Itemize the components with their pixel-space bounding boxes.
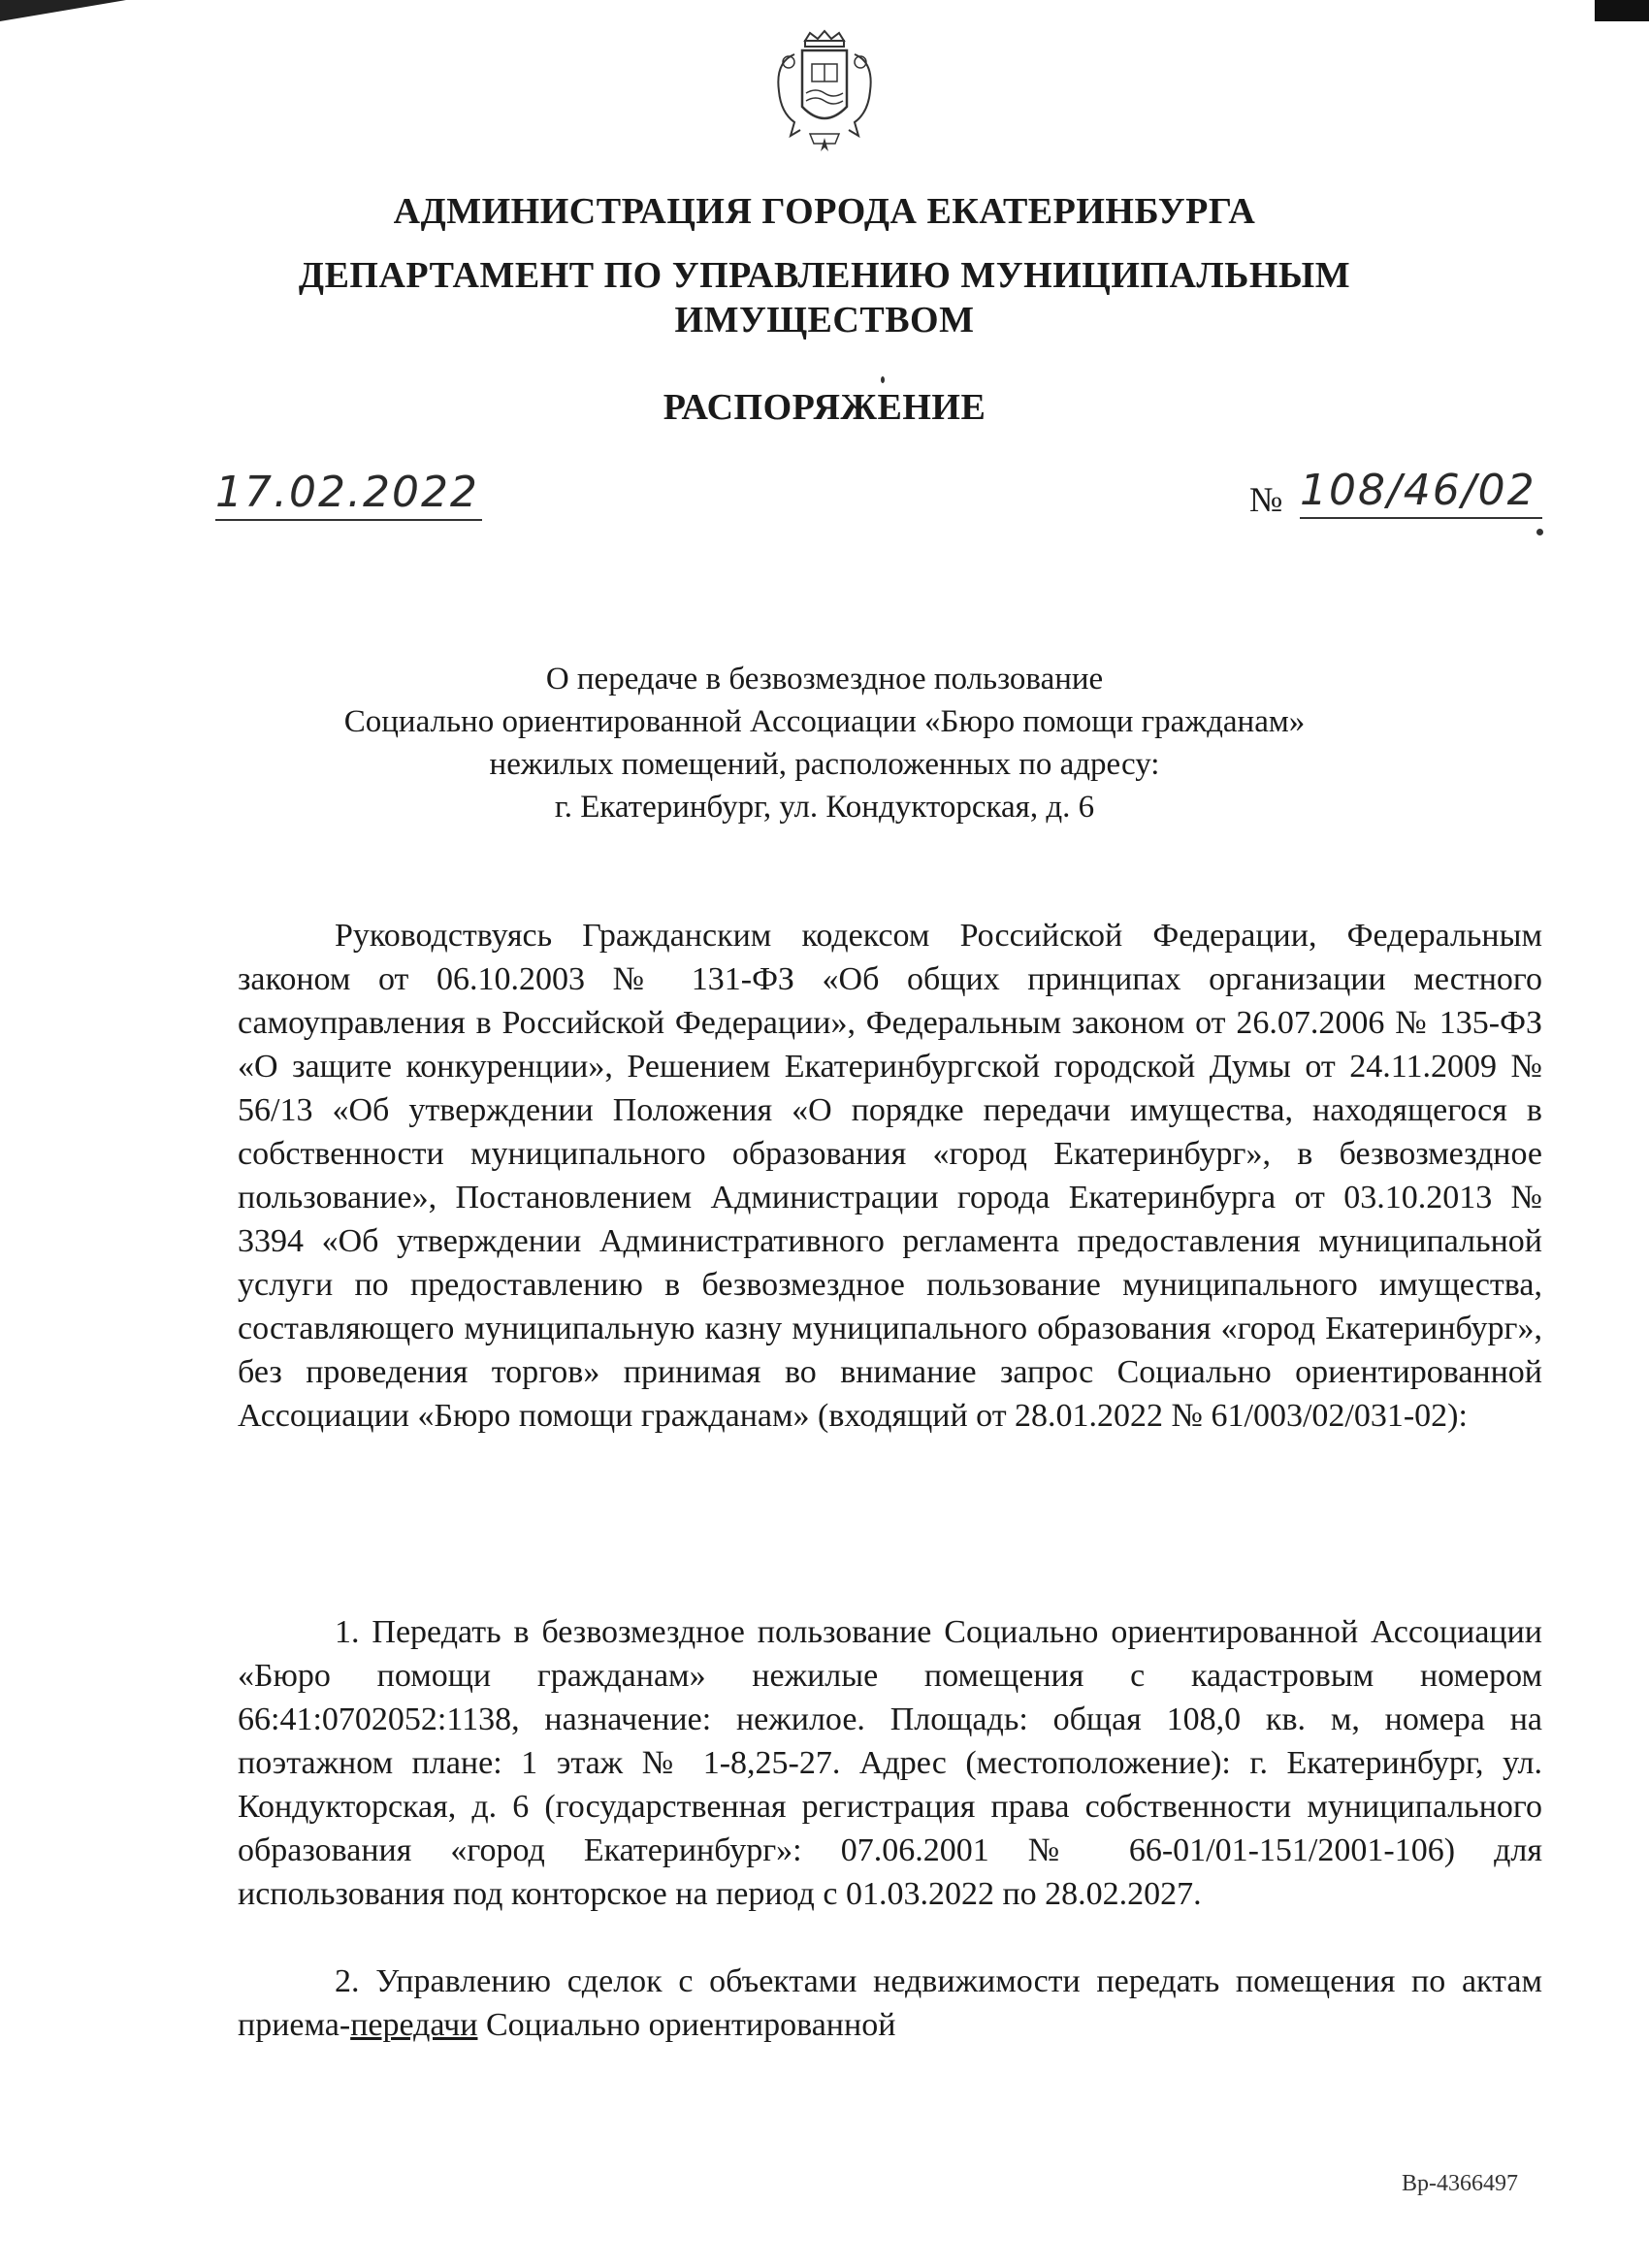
clause-1 bbox=[238, 1610, 1542, 1916]
handwritten-date: 17.02.2022 bbox=[215, 468, 482, 521]
subject-line: Социально ориентированной Ассоциации «Бюро помощи гражданам» bbox=[343, 704, 1306, 739]
subject-line: О передаче в безвозмездное пользование bbox=[545, 662, 1104, 697]
preamble-text: Руководствуясь Гражданским кодексом Российской Федерации, Федеральным законом от 06.10.2003 № 131-ФЗ «Об общих принципах организации местного самоуправления в Российской Федерации», Федеральным законом от 26.07.2006 № 135-ФЗ «О защите конкуренции», Решением Екатеринбургской городской Думы от 24.11.2009 № 56/13 «Об утверждении Положения «О порядке передачи имущества, находящегося в собственности муниципального образования «город Екатеринбург», в безвозмездное пользование», Постановлением Администрации города Екатеринбурга от 03.10.2013 № 3394 «Об утверждении Административного регламента предоставления муниципальной услуги по предоставлению в безвозмездное пользование муниципального имущества, составляющего муниципальную казну муниципального образования «город Екатеринбург», без проведения торгов» принимая во внимание запрос Социально ориентированной Ассоциации «Бюро помощи гражданам» (входящий от 28.01.2022 № 61/003/02/031-02): bbox=[238, 918, 1542, 1434]
header-administration: АДМИНИСТРАЦИЯ ГОРОДА ЕКАТЕРИНБУРГА bbox=[393, 191, 1256, 232]
subject-line: нежилых помещений, расположенных по адресу: bbox=[489, 747, 1160, 782]
preamble-paragraph bbox=[238, 914, 1542, 1438]
scan-artifact-top-left bbox=[0, 0, 126, 21]
document-type-title: РАСПОРЯЖЕНИЕ bbox=[663, 387, 986, 428]
scan-artifact-top-right bbox=[1595, 0, 1649, 21]
subject-line: г. Екатеринбург, ул. Кондукторская, д. 6 bbox=[554, 790, 1095, 825]
header-department: ДЕПАРТАМЕНТ ПО УПРАВЛЕНИЮ МУНИЦИПАЛЬНЫМ bbox=[298, 255, 1351, 296]
clause-2-start: 2. Управлению сделок с объектами недвижимости передать помещения по актам приема- bbox=[238, 1963, 1542, 2043]
coat-of-arms-ekaterinburg-icon bbox=[752, 29, 897, 155]
clause-2 bbox=[238, 1960, 1542, 2047]
handwritten-number: 108/46/02 bbox=[1300, 466, 1542, 519]
scan-speck bbox=[881, 376, 885, 383]
document-code: Вр-4366497 bbox=[1402, 2171, 1518, 2196]
number-label: № bbox=[1249, 480, 1283, 519]
clause-2-text bbox=[238, 1960, 1542, 2047]
clause-2-underlined-word: передачи bbox=[350, 2007, 478, 2043]
clause-2-end: Социально ориентированной bbox=[477, 2007, 896, 2043]
subject-block bbox=[0, 658, 1649, 828]
header-department-cont: ИМУЩЕСТВОМ bbox=[674, 300, 975, 340]
clause-1-text: 1. Передать в безвозмездное пользование Социально ориентированной Ассоциации «Бюро помощи гражданам» нежилые помещения с кадастровым номером 66:41:0702052:1138, назначение: нежилое. Площадь: общая 108,0 кв. м, номера на поэтажном плане: 1 этаж № 1-8,25-27. Адрес (местоположение): г. Екатеринбург, ул. Кондукторская, д. 6 (государственная регистрация права собственности муниципального образования «город Екатеринбург»: 07.06.2001 № 66-01/01-151/2001-106) для использования под конторское на период с 01.03.2022 по 28.02.2027. bbox=[238, 1614, 1542, 1912]
scan-speck bbox=[1536, 529, 1543, 535]
